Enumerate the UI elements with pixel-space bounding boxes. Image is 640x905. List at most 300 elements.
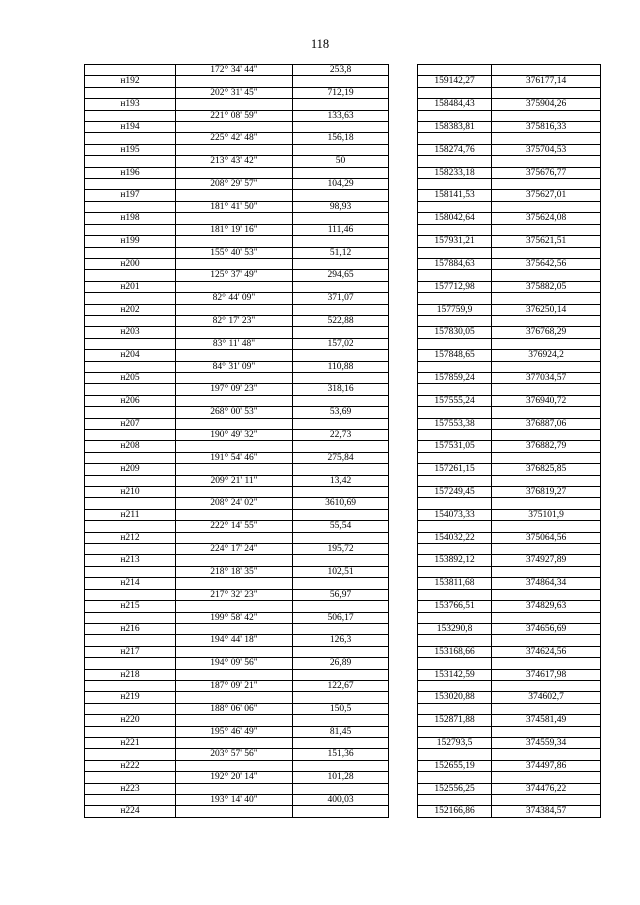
y-coordinate-cell: 374829,63	[492, 601, 601, 612]
gap-cell	[389, 680, 418, 691]
empty-cell	[85, 407, 176, 418]
point-name-cell: н211	[85, 509, 176, 520]
point-name-cell: н215	[85, 601, 176, 612]
gap-cell	[389, 566, 418, 577]
empty-cell	[418, 658, 492, 669]
angle-cell: 181° 41' 50"	[176, 201, 293, 212]
empty-cell	[293, 418, 389, 429]
edge-row	[85, 87, 601, 98]
length-cell: 110,88	[293, 361, 389, 372]
empty-cell	[176, 487, 293, 498]
edge-row	[85, 179, 601, 190]
gap-cell	[389, 658, 418, 669]
empty-cell	[85, 270, 176, 281]
x-coordinate-cell: 152793,5	[418, 737, 492, 748]
empty-cell	[293, 395, 389, 406]
empty-cell	[176, 76, 293, 87]
length-cell: 55,54	[293, 521, 389, 532]
y-coordinate-cell: 376177,14	[492, 76, 601, 87]
x-coordinate-cell: 158233,18	[418, 167, 492, 178]
empty-cell	[176, 99, 293, 110]
y-coordinate-cell: 374617,98	[492, 669, 601, 680]
x-coordinate-cell: 159142,27	[418, 76, 492, 87]
gap-cell	[389, 578, 418, 589]
y-coordinate-cell: 375064,56	[492, 532, 601, 543]
empty-cell	[492, 452, 601, 463]
empty-cell	[176, 144, 293, 155]
gap-cell	[389, 281, 418, 292]
point-name-cell: н201	[85, 281, 176, 292]
empty-cell	[492, 430, 601, 441]
point-name-cell: н216	[85, 623, 176, 634]
empty-cell	[176, 806, 293, 817]
gap-cell	[389, 350, 418, 361]
empty-cell	[176, 760, 293, 771]
point-name-cell: н193	[85, 99, 176, 110]
y-coordinate-cell: 374476,22	[492, 783, 601, 794]
empty-cell	[176, 372, 293, 383]
gap-cell	[389, 430, 418, 441]
empty-cell	[418, 224, 492, 235]
empty-cell	[492, 133, 601, 144]
empty-cell	[492, 498, 601, 509]
gap-cell	[389, 122, 418, 133]
gap-cell	[389, 806, 418, 817]
empty-cell	[418, 635, 492, 646]
y-coordinate-cell: 375101,9	[492, 509, 601, 520]
empty-cell	[176, 441, 293, 452]
length-cell: 133,63	[293, 110, 389, 121]
x-coordinate-cell: 157712,98	[418, 281, 492, 292]
empty-cell	[85, 201, 176, 212]
empty-cell	[176, 350, 293, 361]
angle-cell: 225° 42' 48"	[176, 133, 293, 144]
empty-cell	[85, 498, 176, 509]
x-coordinate-cell: 153142,59	[418, 669, 492, 680]
x-coordinate-cell: 157553,38	[418, 418, 492, 429]
gap-cell	[389, 99, 418, 110]
empty-cell	[492, 589, 601, 600]
empty-cell	[492, 612, 601, 623]
empty-cell	[418, 87, 492, 98]
empty-cell	[293, 646, 389, 657]
edge-row	[85, 521, 601, 532]
empty-cell	[85, 65, 176, 76]
length-cell: 126,3	[293, 635, 389, 646]
edge-row	[85, 407, 601, 418]
empty-cell	[492, 795, 601, 806]
empty-cell	[85, 452, 176, 463]
length-cell: 275,84	[293, 452, 389, 463]
empty-cell	[492, 110, 601, 121]
y-coordinate-cell: 376940,72	[492, 395, 601, 406]
length-cell: 13,42	[293, 475, 389, 486]
empty-cell	[293, 669, 389, 680]
empty-cell	[418, 772, 492, 783]
coordinates-table-body	[85, 65, 601, 818]
empty-cell	[492, 772, 601, 783]
gap-cell	[389, 224, 418, 235]
empty-cell	[293, 578, 389, 589]
length-cell: 156,18	[293, 133, 389, 144]
point-row	[85, 692, 601, 703]
empty-cell	[293, 555, 389, 566]
edge-row	[85, 795, 601, 806]
empty-cell	[492, 475, 601, 486]
point-row	[85, 623, 601, 634]
empty-cell	[85, 293, 176, 304]
length-cell: 22,73	[293, 430, 389, 441]
point-row	[85, 418, 601, 429]
gap-cell	[389, 327, 418, 338]
point-row	[85, 236, 601, 247]
point-name-cell: н220	[85, 715, 176, 726]
empty-cell	[293, 737, 389, 748]
y-coordinate-cell: 375704,53	[492, 144, 601, 155]
empty-cell	[176, 578, 293, 589]
gap-cell	[389, 65, 418, 76]
x-coordinate-cell: 157759,9	[418, 304, 492, 315]
gap-cell	[389, 509, 418, 520]
gap-cell	[389, 623, 418, 634]
empty-cell	[492, 361, 601, 372]
gap-cell	[389, 498, 418, 509]
gap-cell	[389, 795, 418, 806]
point-name-cell: н208	[85, 441, 176, 452]
x-coordinate-cell: 158141,53	[418, 190, 492, 201]
gap-cell	[389, 475, 418, 486]
angle-cell: 155° 40' 53"	[176, 247, 293, 258]
y-coordinate-cell: 374602,7	[492, 692, 601, 703]
empty-cell	[418, 156, 492, 167]
y-coordinate-cell: 374656,69	[492, 623, 601, 634]
angle-cell: 194° 09' 56"	[176, 658, 293, 669]
length-cell: 371,07	[293, 293, 389, 304]
length-cell: 81,45	[293, 726, 389, 737]
empty-cell	[492, 566, 601, 577]
empty-cell	[176, 783, 293, 794]
empty-cell	[85, 430, 176, 441]
length-cell: 318,16	[293, 384, 389, 395]
point-row	[85, 760, 601, 771]
gap-cell	[389, 293, 418, 304]
empty-cell	[85, 589, 176, 600]
x-coordinate-cell: 152166,86	[418, 806, 492, 817]
empty-cell	[492, 315, 601, 326]
point-row	[85, 601, 601, 612]
x-coordinate-cell: 158042,64	[418, 213, 492, 224]
point-row	[85, 281, 601, 292]
empty-cell	[293, 715, 389, 726]
edge-row	[85, 270, 601, 281]
empty-cell	[293, 281, 389, 292]
point-row	[85, 122, 601, 133]
empty-cell	[492, 270, 601, 281]
length-cell: 122,67	[293, 680, 389, 691]
point-name-cell: н224	[85, 806, 176, 817]
length-cell: 195,72	[293, 544, 389, 555]
empty-cell	[176, 509, 293, 520]
x-coordinate-cell: 153811,68	[418, 578, 492, 589]
x-coordinate-cell: 157931,21	[418, 236, 492, 247]
empty-cell	[176, 692, 293, 703]
length-cell: 101,28	[293, 772, 389, 783]
point-row	[85, 190, 601, 201]
gap-cell	[389, 87, 418, 98]
point-row	[85, 715, 601, 726]
y-coordinate-cell: 376768,29	[492, 327, 601, 338]
x-coordinate-cell: 153892,12	[418, 555, 492, 566]
empty-cell	[418, 612, 492, 623]
empty-cell	[293, 623, 389, 634]
empty-cell	[418, 65, 492, 76]
x-coordinate-cell: 157830,05	[418, 327, 492, 338]
gap-cell	[389, 692, 418, 703]
gap-cell	[389, 190, 418, 201]
angle-cell: 194° 44' 18"	[176, 635, 293, 646]
empty-cell	[293, 441, 389, 452]
x-coordinate-cell: 153020,88	[418, 692, 492, 703]
point-name-cell: н197	[85, 190, 176, 201]
edge-row	[85, 110, 601, 121]
empty-cell	[293, 167, 389, 178]
point-row	[85, 806, 601, 817]
empty-cell	[85, 703, 176, 714]
empty-cell	[85, 566, 176, 577]
empty-cell	[293, 692, 389, 703]
point-row	[85, 669, 601, 680]
empty-cell	[293, 350, 389, 361]
point-row	[85, 144, 601, 155]
angle-cell: 195° 46' 49"	[176, 726, 293, 737]
empty-cell	[418, 452, 492, 463]
length-cell: 151,36	[293, 749, 389, 760]
y-coordinate-cell: 376887,06	[492, 418, 601, 429]
empty-cell	[85, 635, 176, 646]
x-coordinate-cell: 158274,76	[418, 144, 492, 155]
edge-row	[85, 544, 601, 555]
empty-cell	[293, 236, 389, 247]
angle-cell: 202° 31' 45"	[176, 87, 293, 98]
empty-cell	[293, 806, 389, 817]
angle-cell: 187° 09' 21"	[176, 680, 293, 691]
angle-cell: 218° 18' 35"	[176, 566, 293, 577]
edge-row	[85, 315, 601, 326]
gap-cell	[389, 737, 418, 748]
empty-cell	[492, 293, 601, 304]
gap-cell	[389, 236, 418, 247]
empty-cell	[418, 498, 492, 509]
edge-row	[85, 361, 601, 372]
length-cell: 26,89	[293, 658, 389, 669]
empty-cell	[418, 430, 492, 441]
empty-cell	[176, 623, 293, 634]
point-name-cell: н206	[85, 395, 176, 406]
point-name-cell: н210	[85, 487, 176, 498]
page-number: 118	[310, 37, 330, 51]
angle-cell: 192° 20' 14"	[176, 772, 293, 783]
empty-cell	[492, 156, 601, 167]
angle-cell: 191° 54' 46"	[176, 452, 293, 463]
empty-cell	[176, 646, 293, 657]
empty-cell	[85, 156, 176, 167]
gap-cell	[389, 201, 418, 212]
empty-cell	[492, 521, 601, 532]
point-row	[85, 509, 601, 520]
x-coordinate-cell: 153168,66	[418, 646, 492, 657]
empty-cell	[492, 384, 601, 395]
angle-cell: 203° 57' 56"	[176, 749, 293, 760]
x-coordinate-cell: 154032,22	[418, 532, 492, 543]
empty-cell	[293, 99, 389, 110]
empty-cell	[492, 179, 601, 190]
point-name-cell: н212	[85, 532, 176, 543]
edge-row	[85, 772, 601, 783]
edge-row	[85, 156, 601, 167]
edge-row	[85, 201, 601, 212]
length-cell: 98,93	[293, 201, 389, 212]
empty-cell	[418, 521, 492, 532]
edge-row	[85, 498, 601, 509]
y-coordinate-cell: 376250,14	[492, 304, 601, 315]
gap-cell	[389, 521, 418, 532]
x-coordinate-cell: 157531,05	[418, 441, 492, 452]
point-row	[85, 487, 601, 498]
empty-cell	[176, 532, 293, 543]
length-cell: 253,8	[293, 65, 389, 76]
gap-cell	[389, 669, 418, 680]
empty-cell	[85, 612, 176, 623]
gap-cell	[389, 635, 418, 646]
edge-row	[85, 680, 601, 691]
edge-row	[85, 224, 601, 235]
point-row	[85, 304, 601, 315]
empty-cell	[492, 65, 601, 76]
y-coordinate-cell: 376819,27	[492, 487, 601, 498]
empty-cell	[418, 589, 492, 600]
empty-cell	[85, 680, 176, 691]
empty-cell	[176, 190, 293, 201]
x-coordinate-cell: 157848,65	[418, 350, 492, 361]
angle-cell: 188° 06' 06"	[176, 703, 293, 714]
gap-cell	[389, 213, 418, 224]
length-cell: 506,17	[293, 612, 389, 623]
point-row	[85, 258, 601, 269]
edge-row	[85, 475, 601, 486]
point-name-cell: н199	[85, 236, 176, 247]
x-coordinate-cell: 158484,43	[418, 99, 492, 110]
y-coordinate-cell: 374559,34	[492, 737, 601, 748]
point-row	[85, 464, 601, 475]
empty-cell	[418, 179, 492, 190]
empty-cell	[293, 487, 389, 498]
empty-cell	[85, 772, 176, 783]
point-row	[85, 737, 601, 748]
angle-cell: 221° 08' 59"	[176, 110, 293, 121]
gap-cell	[389, 760, 418, 771]
empty-cell	[418, 201, 492, 212]
empty-cell	[293, 464, 389, 475]
point-name-cell: н209	[85, 464, 176, 475]
empty-cell	[418, 293, 492, 304]
edge-row	[85, 293, 601, 304]
empty-cell	[293, 144, 389, 155]
gap-cell	[389, 418, 418, 429]
edge-row	[85, 452, 601, 463]
empty-cell	[492, 338, 601, 349]
empty-cell	[85, 247, 176, 258]
edge-row	[85, 749, 601, 760]
length-cell: 712,19	[293, 87, 389, 98]
empty-cell	[293, 601, 389, 612]
edge-row	[85, 430, 601, 441]
empty-cell	[492, 635, 601, 646]
edge-row	[85, 726, 601, 737]
gap-cell	[389, 715, 418, 726]
point-row	[85, 372, 601, 383]
point-row	[85, 578, 601, 589]
length-cell: 53,69	[293, 407, 389, 418]
length-cell: 102,51	[293, 566, 389, 577]
x-coordinate-cell: 157261,15	[418, 464, 492, 475]
angle-cell: 172° 34' 44"	[176, 65, 293, 76]
empty-cell	[85, 658, 176, 669]
angle-cell: 208° 24' 02"	[176, 498, 293, 509]
length-cell: 104,29	[293, 179, 389, 190]
empty-cell	[176, 601, 293, 612]
y-coordinate-cell: 375624,08	[492, 213, 601, 224]
gap-cell	[389, 544, 418, 555]
x-coordinate-cell: 157884,63	[418, 258, 492, 269]
edge-row	[85, 65, 601, 76]
point-name-cell: н192	[85, 76, 176, 87]
y-coordinate-cell: 375621,51	[492, 236, 601, 247]
empty-cell	[85, 749, 176, 760]
empty-cell	[418, 566, 492, 577]
empty-cell	[418, 544, 492, 555]
empty-cell	[492, 703, 601, 714]
empty-cell	[85, 475, 176, 486]
gap-cell	[389, 156, 418, 167]
length-cell: 3610,69	[293, 498, 389, 509]
angle-cell: 82° 44' 09"	[176, 293, 293, 304]
y-coordinate-cell: 375816,33	[492, 122, 601, 133]
empty-cell	[176, 122, 293, 133]
x-coordinate-cell: 154073,33	[418, 509, 492, 520]
angle-cell: 213° 43' 42"	[176, 156, 293, 167]
gap-cell	[389, 395, 418, 406]
empty-cell	[85, 521, 176, 532]
y-coordinate-cell: 375627,01	[492, 190, 601, 201]
point-row	[85, 646, 601, 657]
gap-cell	[389, 247, 418, 258]
empty-cell	[418, 475, 492, 486]
length-cell: 150,5	[293, 703, 389, 714]
empty-cell	[492, 680, 601, 691]
empty-cell	[492, 658, 601, 669]
point-name-cell: н196	[85, 167, 176, 178]
empty-cell	[418, 703, 492, 714]
empty-cell	[492, 247, 601, 258]
empty-cell	[176, 669, 293, 680]
empty-cell	[176, 213, 293, 224]
point-name-cell: н207	[85, 418, 176, 429]
empty-cell	[176, 167, 293, 178]
empty-cell	[176, 737, 293, 748]
gap-cell	[389, 133, 418, 144]
empty-cell	[492, 224, 601, 235]
empty-cell	[492, 749, 601, 760]
